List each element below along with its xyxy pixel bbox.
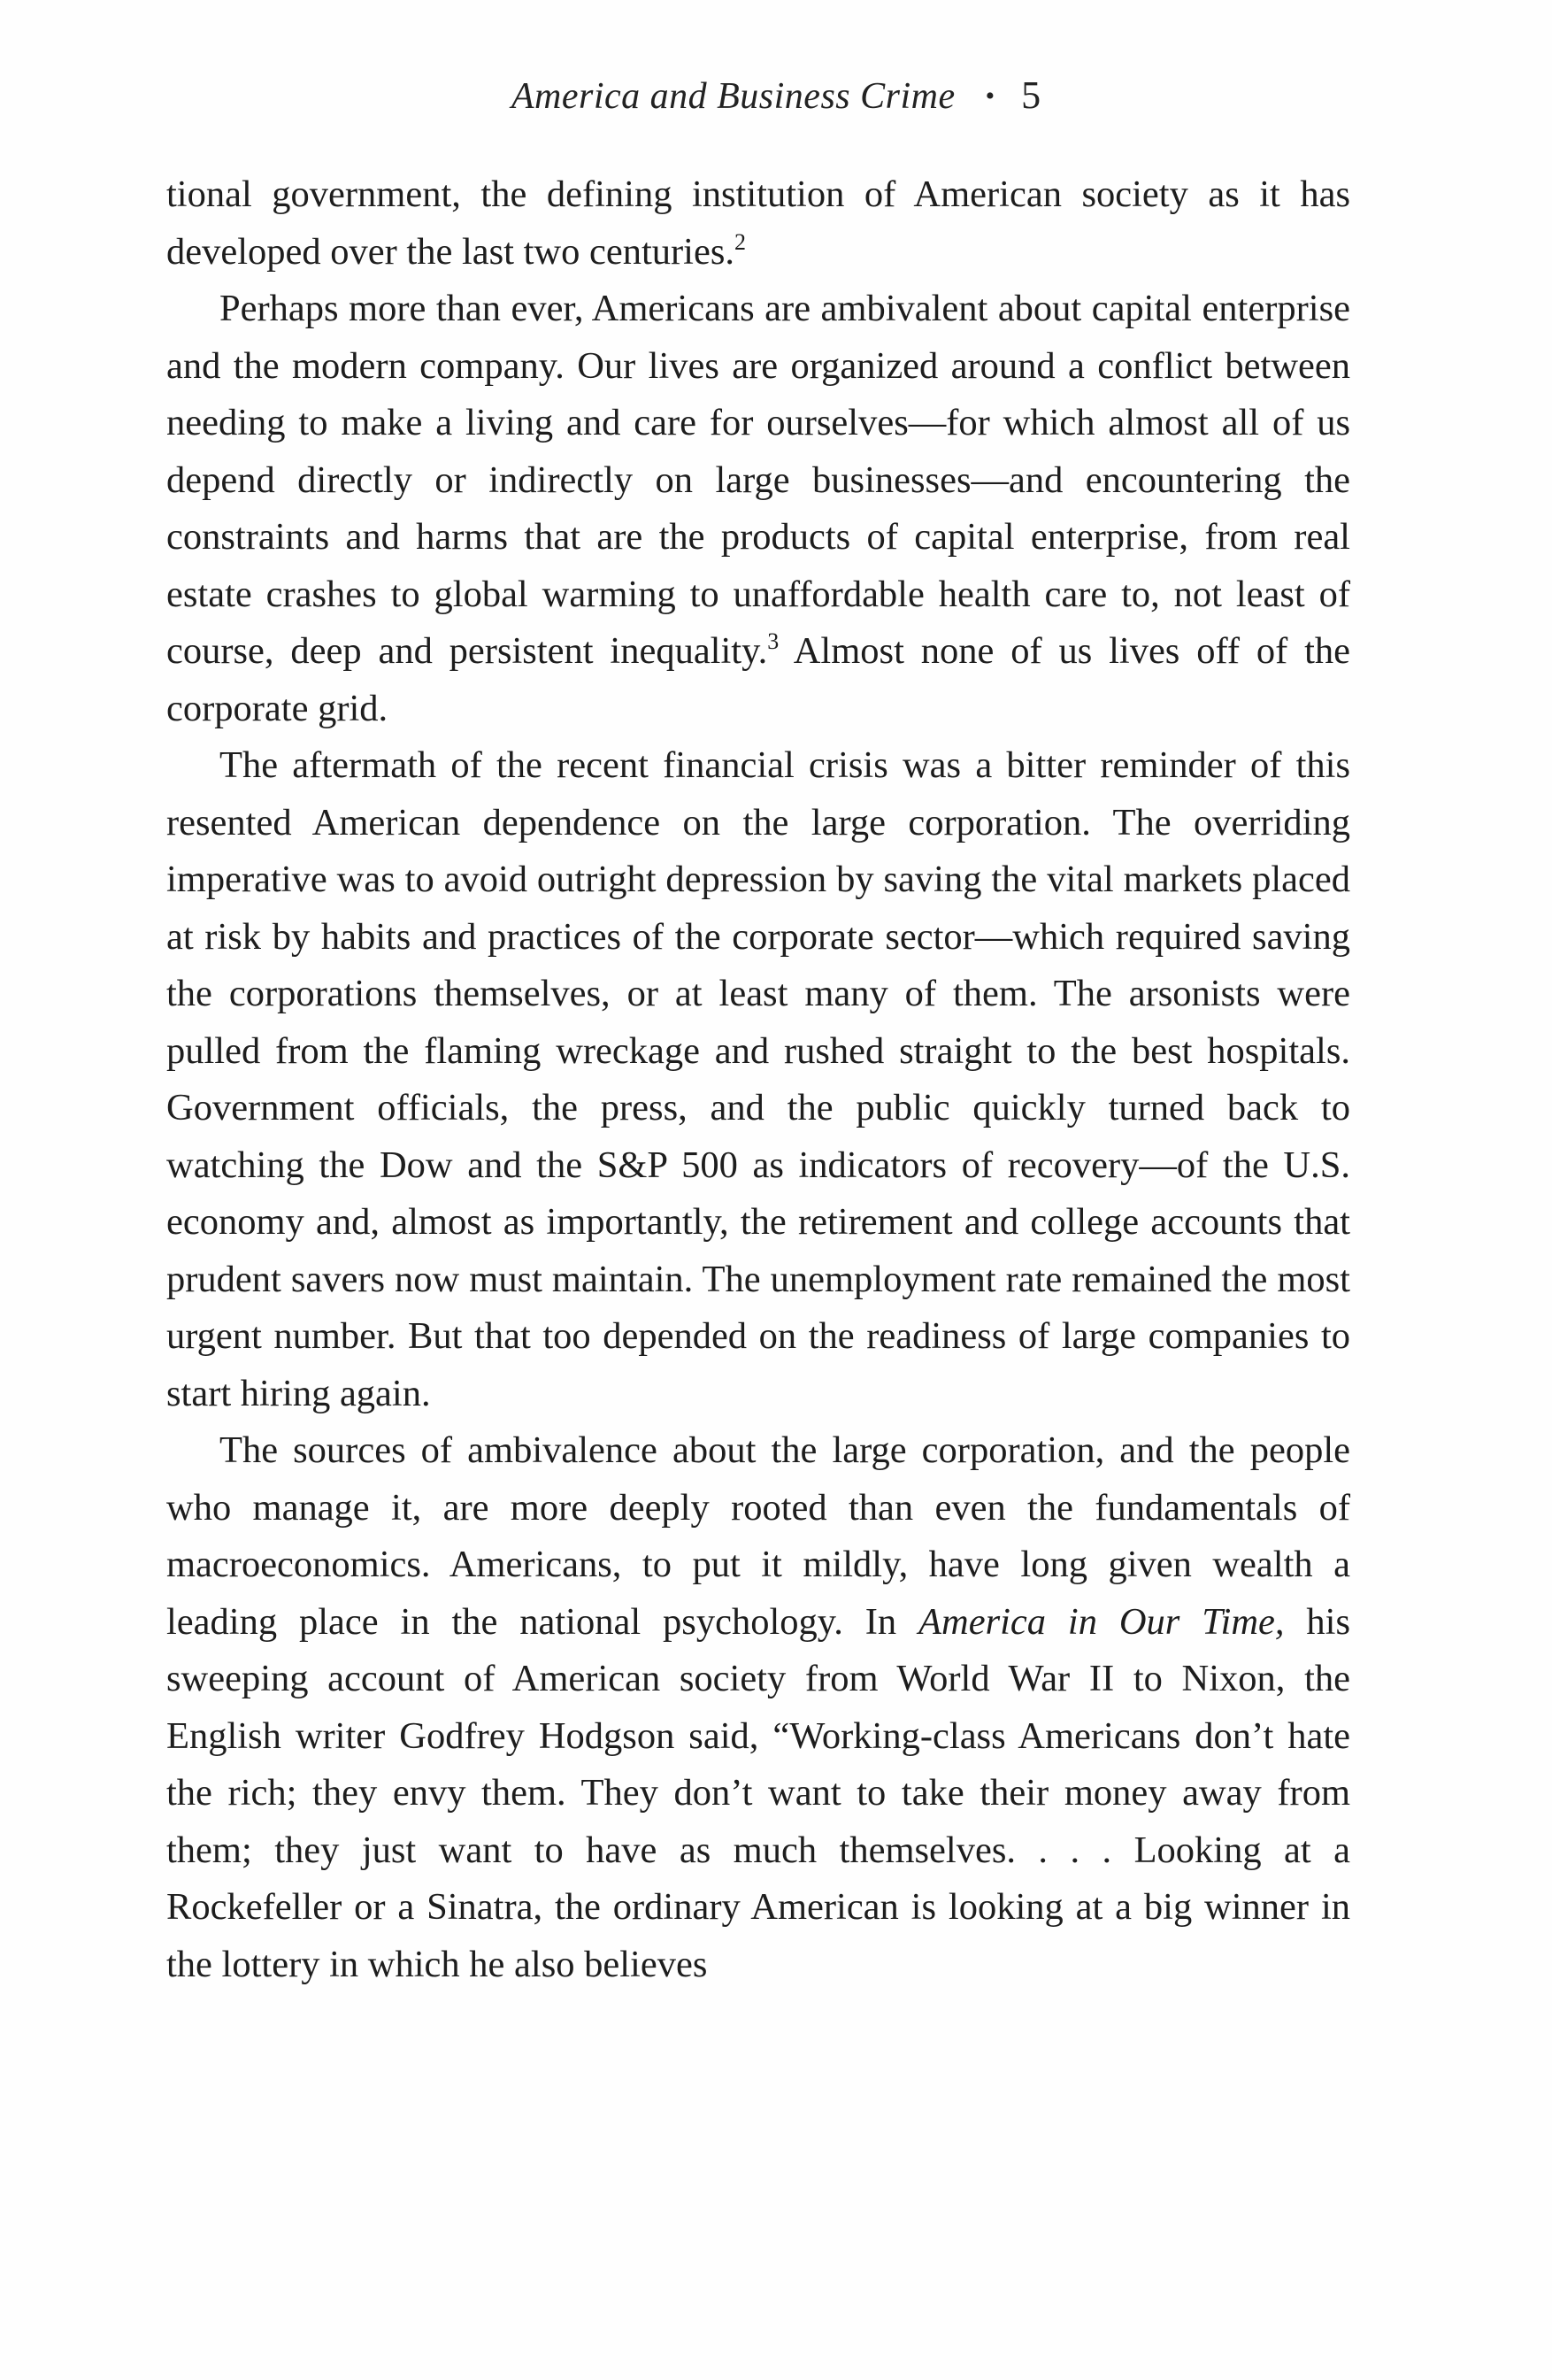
- footnote-marker: 3: [767, 628, 780, 654]
- text-run: his sweeping account of American society from World War II to Nixon, the English writer Godfrey Hodgson said, “Working-class Americans don’t hate the rich; they envy them. They don’t want to take their money away from them; they just want to have as much themselves. . . . Looking at a Rockefeller or a Sinatra, the ordinary American is looking at a big winner in the lottery in which he also believes: [166, 1600, 1350, 1985]
- paragraph-3: [166, 737, 1350, 1422]
- paragraph-1: [166, 166, 1350, 281]
- paragraph-2: [166, 281, 1350, 737]
- text-run: Perhaps more than ever, Americans are ambivalent about capital enterprise and the modern company. Our lives are organized around a conflict between needing to make a living and care for ourselves—for which almost all of us depend directly or indirectly on large businesses—and encountering the constraints and harms that are the products of capital enterprise, from real estate crashes to global warming to unaffordable health care to, not least of course, deep and persistent inequality.: [166, 288, 1350, 672]
- running-head-bullet: •: [985, 81, 995, 111]
- running-head-title: America and Business Crime: [511, 76, 956, 117]
- body-text: [166, 166, 1350, 1993]
- text-run: tional government, the defining institution of American society as it has developed over the last two centuries.: [166, 173, 1350, 273]
- page-number: 5: [1021, 73, 1041, 117]
- text-run: The sources of ambivalence about the large corporation, and the people who manage it, are more deeply rooted than even the fundamentals of macroeconomics. Americans, to put it mildly, have long given wealth a leading place in the national psychology. In: [166, 1429, 1350, 1643]
- text-run: Almost none of us lives off of the corporate grid.: [166, 630, 1351, 729]
- paragraph-4: [166, 1422, 1350, 1993]
- footnote-marker: 2: [734, 228, 747, 255]
- running-head: [0, 73, 1552, 119]
- text-run: The aftermath of the recent financial crisis was a bitter reminder of this resented American dependence on the large corporation. The overriding imperative was to avoid outright depression by saving the vital markets placed at risk by habits and practices of the corporate sector—which required saving the corporations themselves, or at least many of them. The arsonists were pulled from the flaming wreckage and rushed straight to the best hospitals. Government officials, the press, and the public quickly turned back to watching the Dow and the S&P 500 as indicators of recovery—of the U.S. economy and, almost as importantly, the retirement and college accounts that prudent savers now must maintain. The unemployment rate remained the most urgent number. But that too depended on the readiness of large companies to start hiring again.: [166, 744, 1350, 1414]
- italic-title: America in Our Time,: [918, 1600, 1285, 1643]
